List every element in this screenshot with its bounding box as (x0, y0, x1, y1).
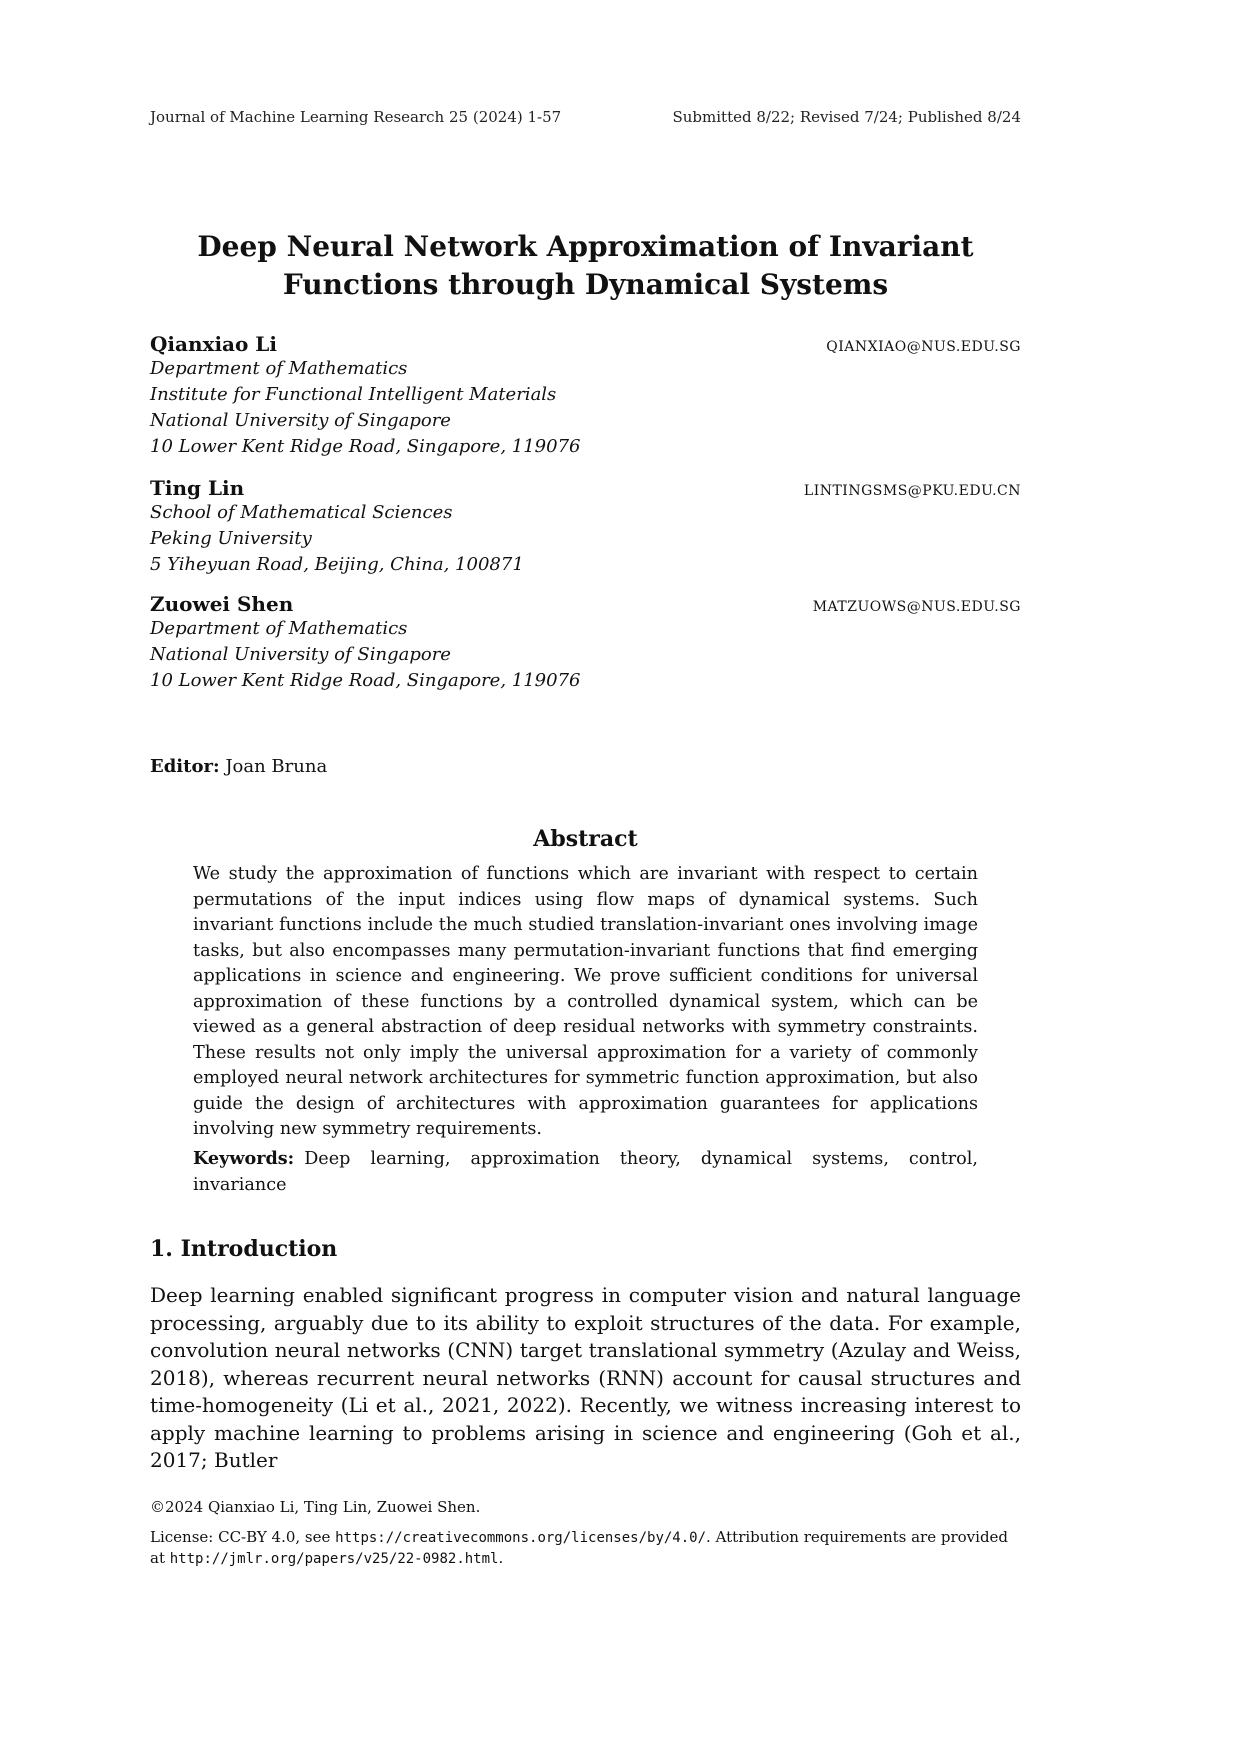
author-name: Qianxiao Li (150, 332, 277, 356)
affiliation-line: Department of Mathematics (150, 358, 408, 379)
author-block-2 (150, 476, 1021, 578)
author-affiliation (150, 356, 1021, 460)
title-line-1: Deep Neural Network Approximation of Invariant (197, 230, 974, 263)
submission-dates: Submitted 8/22; Revised 7/24; Published 8/24 (672, 108, 1021, 126)
author-name: Ting Lin (150, 476, 245, 500)
license-text: License: CC-BY 4.0, see (150, 1528, 336, 1546)
attribution-link[interactable]: http://jmlr.org/papers/v25/22-0982.html (169, 1551, 499, 1567)
license-text: . Attribution requirements are provided at (150, 1528, 1009, 1567)
abstract-text: We study the approximation of functions which are invariant with respect to certain permutations of the input indices using flow maps of dynamical systems. Such invariant functions include the much studied translation-invariant ones involving image tasks, but also encompasses many permutation-invariant functions that find emerging applications in science and engineering. We prove sufficient conditions for universal approximation of these functions by a controlled dynamical system, which can be viewed as a general abstraction of deep residual networks with symmetry constraints. These results not only imply the universal approximation for a variety of commonly employed neural network architectures for symmetric function approximation, but also guide the design of architectures with approximation guarantees for applications involving new symmetry requirements. (193, 864, 978, 1139)
license-link[interactable]: https://creativecommons.org/licenses/by/4.0/ (335, 1530, 707, 1546)
affiliation-line: National University of Singapore (150, 644, 451, 665)
title-line-2: Functions through Dynamical Systems (282, 268, 889, 301)
editor-line (150, 756, 327, 777)
affiliation-line: National University of Singapore (150, 410, 451, 431)
keywords (193, 1146, 978, 1198)
affiliation-line: Department of Mathematics (150, 618, 408, 639)
affiliation-line: 10 Lower Kent Ridge Road, Singapore, 119076 (150, 436, 581, 457)
author-block-1 (150, 332, 1021, 460)
affiliation-line: Institute for Functional Intelligent Materials (150, 384, 557, 405)
editor-label: Editor: (150, 756, 220, 777)
author-affiliation (150, 500, 1021, 578)
license-text: . (498, 1549, 504, 1567)
section-body: Deep learning enabled significant progress in computer vision and natural language processing, arguably due to its ability to exploit structures of the data. For example, convolution neural networks (CNN) target translational symmetry (Azulay and Weiss, 2018), whereas recurrent neural networks (RNN) account for causal structures and time-homogeneity (Li et al., 2021, 2022). Recently, we witness increasing interest to apply machine learning to problems arising in science and engineering (Goh et al., 2017; Butler (150, 1283, 1021, 1472)
affiliation-line: 5 Yiheyuan Road, Beijing, China, 100871 (150, 554, 524, 575)
author-email: MATZUOWS@NUS.EDU.SG (812, 599, 1021, 615)
abstract-heading: Abstract (533, 826, 638, 852)
author-affiliation (150, 616, 1021, 694)
copyright-notice: ©2024 Qianxiao Li, Ting Lin, Zuowei Shen. (150, 1498, 481, 1516)
editor-name: Joan Bruna (225, 756, 328, 777)
author-email: QIANXIAO@NUS.EDU.SG (826, 339, 1021, 355)
license-notice (150, 1527, 1021, 1569)
journal-info: Journal of Machine Learning Research 25 (2024) 1-57 (150, 108, 562, 126)
author-name: Zuowei Shen (150, 592, 294, 616)
keywords-label: Keywords: (193, 1148, 295, 1169)
running-header (150, 108, 1021, 126)
affiliation-line: 10 Lower Kent Ridge Road, Singapore, 119076 (150, 670, 581, 691)
affiliation-line: Peking University (150, 528, 312, 549)
affiliation-line: School of Mathematical Sciences (150, 502, 453, 523)
section-heading: 1. Introduction (150, 1236, 338, 1262)
paper-title (150, 228, 1021, 304)
keywords-text: Deep learning, approximation theory, dynamical systems, control, invariance (193, 1149, 978, 1195)
author-block-3 (150, 592, 1021, 694)
author-email: LINTINGSMS@PKU.EDU.CN (803, 483, 1021, 499)
